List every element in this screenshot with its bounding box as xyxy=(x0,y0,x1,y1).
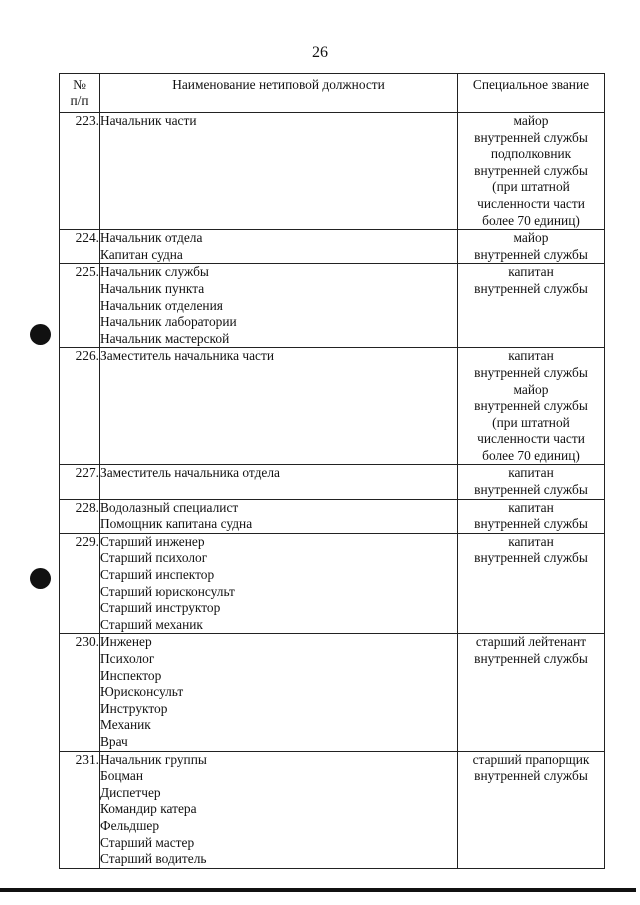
position-name: Старший мастер xyxy=(100,834,195,850)
position-name: Помощник капитана судна xyxy=(100,516,253,532)
rank-cell xyxy=(458,751,605,868)
row-number: 229. xyxy=(60,533,100,634)
rank-line: внутренней службы xyxy=(474,280,588,296)
table-row xyxy=(60,264,605,348)
position-name: Старший юрисконсульт xyxy=(100,583,235,599)
position-name: Начальник отделения xyxy=(100,297,223,313)
punch-hole-mark xyxy=(30,568,51,589)
table-row xyxy=(60,348,605,465)
header-position: Наименование нетиповой должности xyxy=(100,74,458,113)
position-name: Начальник отдела xyxy=(100,230,203,246)
table-row xyxy=(60,751,605,868)
rank-cell xyxy=(458,465,605,499)
rank-line: внутренней службы xyxy=(474,162,588,178)
position-name: Начальник пункта xyxy=(100,280,205,296)
rank-line: капитан xyxy=(508,348,554,364)
position-name: Начальник группы xyxy=(100,751,207,767)
rank-line: внутренней службы xyxy=(474,768,588,784)
table-row xyxy=(60,465,605,499)
position-name: Старший психолог xyxy=(100,550,208,566)
rank-cell xyxy=(458,634,605,751)
position-name: Психолог xyxy=(100,651,155,666)
position-name: Механик xyxy=(100,717,151,733)
page-number: 26 xyxy=(312,44,328,61)
rank-line: старший лейтенант xyxy=(475,634,587,650)
position-name: Инженер xyxy=(100,634,152,650)
position-name: Инспектор xyxy=(100,667,162,683)
header-rank: Специальное звание xyxy=(458,74,605,113)
rank-line: капитан xyxy=(508,533,554,549)
position-name: Юрисконсульт xyxy=(100,684,184,700)
rank-line: численности части xyxy=(477,195,585,211)
position-name: Заместитель начальника отдела xyxy=(100,465,280,481)
position-name: Заместитель начальника части xyxy=(100,348,275,364)
rank-cell xyxy=(458,230,605,264)
position-name: Командир катера xyxy=(100,801,197,817)
rank-line: капитан xyxy=(508,465,554,481)
position-cell xyxy=(100,465,458,499)
rank-cell xyxy=(458,264,605,348)
position-cell xyxy=(100,533,458,634)
table-header-row xyxy=(60,74,605,113)
rank-line: майор xyxy=(513,113,549,128)
table-row xyxy=(60,634,605,751)
rank-line: внутренней службы xyxy=(474,516,588,532)
rank-line: более 70 единиц) xyxy=(482,212,580,228)
rank-line: более 70 единиц) xyxy=(482,447,580,463)
rank-line: внутренней службы xyxy=(474,482,588,498)
row-number: 225. xyxy=(60,264,100,348)
position-name: Врач xyxy=(100,733,128,749)
rank-line: капитан xyxy=(508,264,554,280)
position-cell xyxy=(100,499,458,533)
row-number: 228. xyxy=(60,499,100,533)
position-cell xyxy=(100,264,458,348)
rank-line: старший прапорщик xyxy=(472,751,590,767)
position-name: Старший механик xyxy=(100,616,203,632)
rank-line: капитан xyxy=(508,499,554,515)
table-body xyxy=(60,113,605,869)
row-number: 230. xyxy=(60,634,100,751)
table-row xyxy=(60,533,605,634)
position-cell xyxy=(100,230,458,264)
header-number-symbol: № xyxy=(73,77,86,92)
position-name: Старший водитель xyxy=(100,851,207,867)
table-row xyxy=(60,230,605,264)
position-name: Боцман xyxy=(100,768,144,784)
position-name: Фельдшер xyxy=(100,817,160,833)
positions-ranks-table xyxy=(59,73,605,869)
rank-line: внутренней службы xyxy=(474,651,588,666)
rank-cell xyxy=(458,533,605,634)
rank-line: майор xyxy=(513,230,549,246)
position-name: Начальник лаборатории xyxy=(100,314,237,330)
row-number: 224. xyxy=(60,230,100,264)
row-number: 231. xyxy=(60,751,100,868)
header-number-abbr: п/п xyxy=(70,93,89,108)
position-name: Начальник службы xyxy=(100,264,209,280)
position-name: Капитан судна xyxy=(100,246,183,262)
punch-hole-mark xyxy=(30,324,51,345)
rank-cell xyxy=(458,499,605,533)
rank-line: внутренней службы xyxy=(474,398,588,414)
header-number xyxy=(60,74,100,113)
rank-line: внутренней службы xyxy=(474,550,588,566)
rank-line: внутренней службы xyxy=(474,246,588,262)
rank-line: (при штатной xyxy=(492,179,570,195)
rank-cell xyxy=(458,348,605,465)
position-name: Инструктор xyxy=(100,700,168,716)
row-number: 227. xyxy=(60,465,100,499)
rank-line: внутренней службы xyxy=(474,129,588,145)
position-name: Начальник мастерской xyxy=(100,330,230,346)
position-name: Диспетчер xyxy=(100,784,161,800)
position-name: Начальник части xyxy=(100,113,197,128)
rank-cell xyxy=(458,113,605,230)
rank-line: внутренней службы xyxy=(474,364,588,380)
position-cell xyxy=(100,113,458,230)
rank-line: численности части xyxy=(477,431,585,447)
row-number: 223. xyxy=(60,113,100,230)
row-number: 226. xyxy=(60,348,100,465)
position-cell xyxy=(100,634,458,751)
table-row xyxy=(60,113,605,230)
position-name: Старший инженер xyxy=(100,533,205,549)
position-name: Старший инспектор xyxy=(100,567,215,583)
scan-edge-line xyxy=(0,888,636,892)
rank-line: (при штатной xyxy=(492,414,570,430)
position-name: Водолазный специалист xyxy=(100,499,239,515)
position-cell xyxy=(100,751,458,868)
table-row xyxy=(60,499,605,533)
position-name: Старший инструктор xyxy=(100,600,221,616)
rank-line: майор xyxy=(513,381,549,397)
rank-line: подполковник xyxy=(490,146,572,162)
position-cell xyxy=(100,348,458,465)
